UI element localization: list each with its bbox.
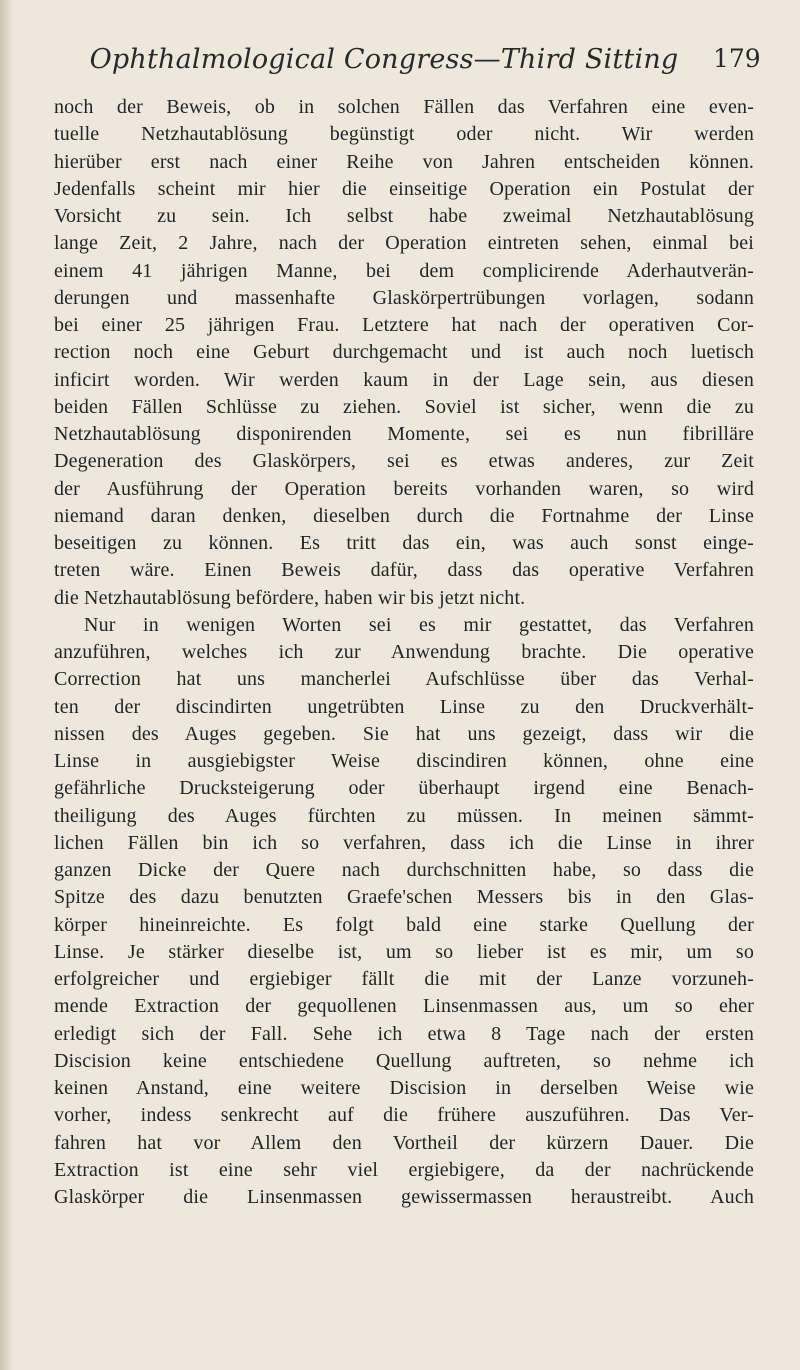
text-line: Vorsicht zu sein. Ich selbst habe zweimal Netzhautablösung — [54, 205, 754, 227]
text-line: bei einer 25 jährigen Frau. Letztere hat nach der operativen Cor- — [54, 314, 754, 336]
text-line: Nur in wenigen Worten sei es mir gestattet, das Verfahren — [84, 613, 754, 636]
text-line: tuelle Netzhautablösung begünstigt oder nicht. Wir werden — [54, 123, 754, 146]
text-line: nissen des Auges gegeben. Sie hat uns gezeigt, dass wir die — [54, 722, 754, 745]
text-line: Extraction ist eine sehr viel ergiebigere, da der nachrückende — [54, 1158, 754, 1181]
text-line: Linse. Je stärker dieselbe ist, um so lieber ist es mir, um so — [54, 940, 754, 963]
text-line: fahren hat vor Allem den Vortheil der kürzern Dauer. Die — [54, 1131, 754, 1154]
text-line: inficirt worden. Wir werden kaum in der Lage sein, aus diesen — [54, 368, 754, 391]
running-title: Ophthalmological Congress—Third Sitting — [89, 44, 679, 75]
text-line: vorher, indess senkrecht auf die frühere auszuführen. Das Ver- — [54, 1104, 754, 1127]
text-line: hierüber erst nach einer Reihe von Jahren entscheiden können. — [54, 150, 754, 173]
text-line: Spitze des dazu benutzten Graefe'schen Messers bis in den Glas- — [54, 886, 754, 909]
text-line: ten der discindirten ungetrübten Linse zu den Druckverhält- — [54, 695, 754, 718]
text-line: niemand daran denken, dieselben durch die Fortnahme der Linse — [54, 504, 754, 527]
text-line: einem 41 jährigen Manne, bei dem complicirende Aderhautverän- — [54, 259, 754, 282]
text-line: Netzhautablösung disponirenden Momente, sei es nun fibrilläre — [54, 423, 754, 445]
text-line: körper hineinreichte. Es folgt bald eine starke Quellung der — [54, 913, 754, 936]
text-line: mende Extraction der gequollenen Linsenmassen aus, um so eher — [54, 995, 754, 1018]
text-line: Glaskörper die Linsenmassen gewissermassen heraustreibt. Auch — [54, 1186, 754, 1208]
text-line: gefährliche Drucksteigerung oder überhaupt irgend eine Benach- — [54, 777, 754, 800]
text-line: Degeneration des Glaskörpers, sei es etwas anderes, zur Zeit — [54, 450, 754, 473]
text-line: lichen Fällen bin ich so verfahren, dass ich die Linse in ihrer — [54, 831, 754, 854]
text-line: beiden Fällen Schlüsse zu ziehen. Soviel ist sicher, wenn die zu — [54, 395, 754, 418]
text-line: noch der Beweis, ob in solchen Fällen das Verfahren eine even- — [54, 96, 754, 118]
text-line: Discision keine entschiedene Quellung auftreten, so nehme ich — [54, 1049, 754, 1072]
page-number: 179 — [713, 44, 761, 73]
body-text — [54, 94, 754, 1211]
text-line: rection noch eine Geburt durchgemacht und ist auch noch luetisch — [54, 341, 754, 364]
text-line: theiligung des Auges fürchten zu müssen. In meinen sämmt- — [54, 804, 754, 827]
text-line: derungen und massenhafte Glaskörpertrübungen vorlagen, sodann — [54, 286, 754, 309]
text-line: die Netzhautablösung befördere, haben wir bis jetzt nicht. — [54, 586, 526, 609]
text-line: ganzen Dicke der Quere nach durchschnitten habe, so dass die — [54, 859, 754, 881]
text-line: lange Zeit, 2 Jahre, nach der Operation eintreten sehen, einmal bei — [54, 232, 754, 255]
text-line: anzuführen, welches ich zur Anwendung brachte. Die operative — [54, 641, 754, 663]
text-line: erledigt sich der Fall. Sehe ich etwa 8 Tage nach der ersten — [54, 1022, 754, 1045]
text-line: erfolgreicher und ergiebiger fällt die mit der Lanze vorzuneh- — [54, 968, 754, 990]
page-header — [0, 44, 800, 88]
text-line: Linse in ausgiebigster Weise discindiren können, ohne eine — [54, 750, 754, 772]
text-line: treten wäre. Einen Beweis dafür, dass das operative Verfahren — [54, 559, 754, 582]
text-line: beseitigen zu können. Es tritt das ein, was auch sonst einge- — [54, 532, 754, 554]
text-line: Jedenfalls scheint mir hier die einseitige Operation ein Postulat der — [54, 177, 754, 200]
text-line: Correction hat uns mancherlei Aufschlüsse über das Verhal- — [54, 668, 754, 691]
text-line: keinen Anstand, eine weitere Discision in derselben Weise wie — [54, 1077, 754, 1099]
text-line: der Ausführung der Operation bereits vorhanden waren, so wird — [54, 477, 754, 500]
page-edge-shadow — [0, 0, 14, 1370]
